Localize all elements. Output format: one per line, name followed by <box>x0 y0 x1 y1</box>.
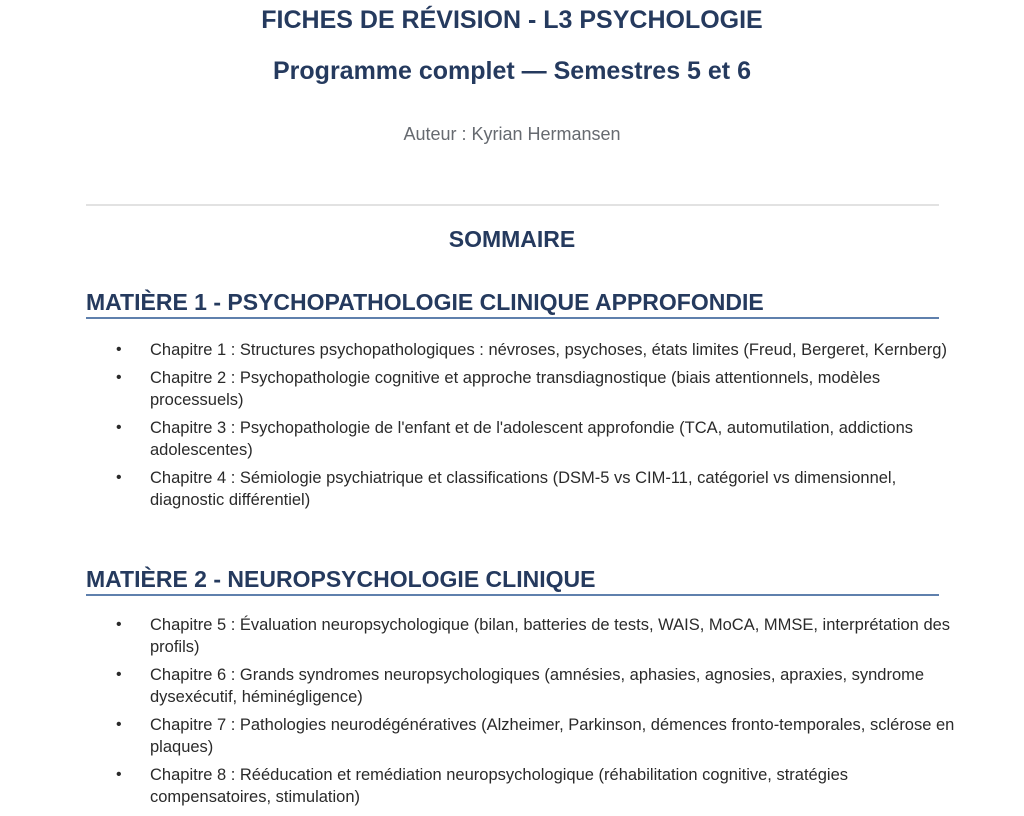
chapter-text: Chapitre 4 : Sémiologie psychiatrique et classifications (DSM-5 vs CIM-11, catégoriel vs dimensionnel, diagnostic différentiel) <box>150 469 897 509</box>
chapter-item-5 <box>86 614 956 658</box>
chapter-text: Chapitre 5 : Évaluation neuropsychologique (bilan, batteries de tests, WAIS, MoCA, MMSE, interprétation des profils) <box>150 616 951 656</box>
subject-heading-text: MATIÈRE 1 - PSYCHOPATHOLOGIE CLINIQUE APPROFONDIE <box>86 289 764 315</box>
bullet-icon: • <box>116 616 122 633</box>
bullet-icon: • <box>116 341 122 358</box>
subject-heading-text: MATIÈRE 2 - NEUROPSYCHOLOGIE CLINIQUE <box>86 566 596 592</box>
author-line: Auteur : Kyrian Hermansen <box>403 124 621 144</box>
bullet-icon: • <box>116 369 122 386</box>
chapter-item-6 <box>86 664 956 708</box>
chapter-text: Chapitre 2 : Psychopathologie cognitive et approche transdiagnostique (biais attentionnels, modèles processuels) <box>150 369 881 409</box>
chapter-text: Chapitre 6 : Grands syndromes neuropsychologiques (amnésies, aphasies, agnosies, apraxies, syndrome dysexécutif, héminégligence) <box>150 666 925 706</box>
bullet-icon: • <box>116 419 122 436</box>
document-title: FICHES DE RÉVISION - L3 PSYCHOLOGIE <box>261 6 763 34</box>
chapter-item-3 <box>86 417 956 461</box>
toc-title: SOMMAIRE <box>448 226 576 252</box>
bullet-icon: • <box>116 666 122 683</box>
subject-heading-2 <box>86 564 939 596</box>
chapter-item-7 <box>86 714 956 758</box>
chapter-text: Chapitre 8 : Rééducation et remédiation neuropsychologique (réhabilitation cognitive, stratégies compensatoires, stimulation) <box>150 766 849 806</box>
bullet-icon: • <box>116 716 122 733</box>
horizontal-divider <box>86 204 939 206</box>
chapter-list-subject-2 <box>86 614 956 814</box>
subject-heading-1 <box>86 287 939 319</box>
chapter-item-1 <box>86 339 956 361</box>
chapter-text: Chapitre 3 : Psychopathologie de l'enfant et de l'adolescent approfondie (TCA, automutilation, addictions adolescentes) <box>150 419 914 459</box>
chapter-item-8 <box>86 764 956 808</box>
chapter-item-4 <box>86 467 956 511</box>
bullet-icon: • <box>116 766 122 783</box>
chapter-list-subject-1 <box>86 339 956 517</box>
chapter-text: Chapitre 7 : Pathologies neurodégénératives (Alzheimer, Parkinson, démences fronto-temporales, sclérose en plaques) <box>150 716 955 756</box>
chapter-item-2 <box>86 367 956 411</box>
document-subtitle: Programme complet — Semestres 5 et 6 <box>273 57 751 85</box>
chapter-text: Chapitre 1 : Structures psychopathologiques : névroses, psychoses, états limites (Freud, Bergeret, Kernberg) <box>150 341 947 359</box>
bullet-icon: • <box>116 469 122 486</box>
